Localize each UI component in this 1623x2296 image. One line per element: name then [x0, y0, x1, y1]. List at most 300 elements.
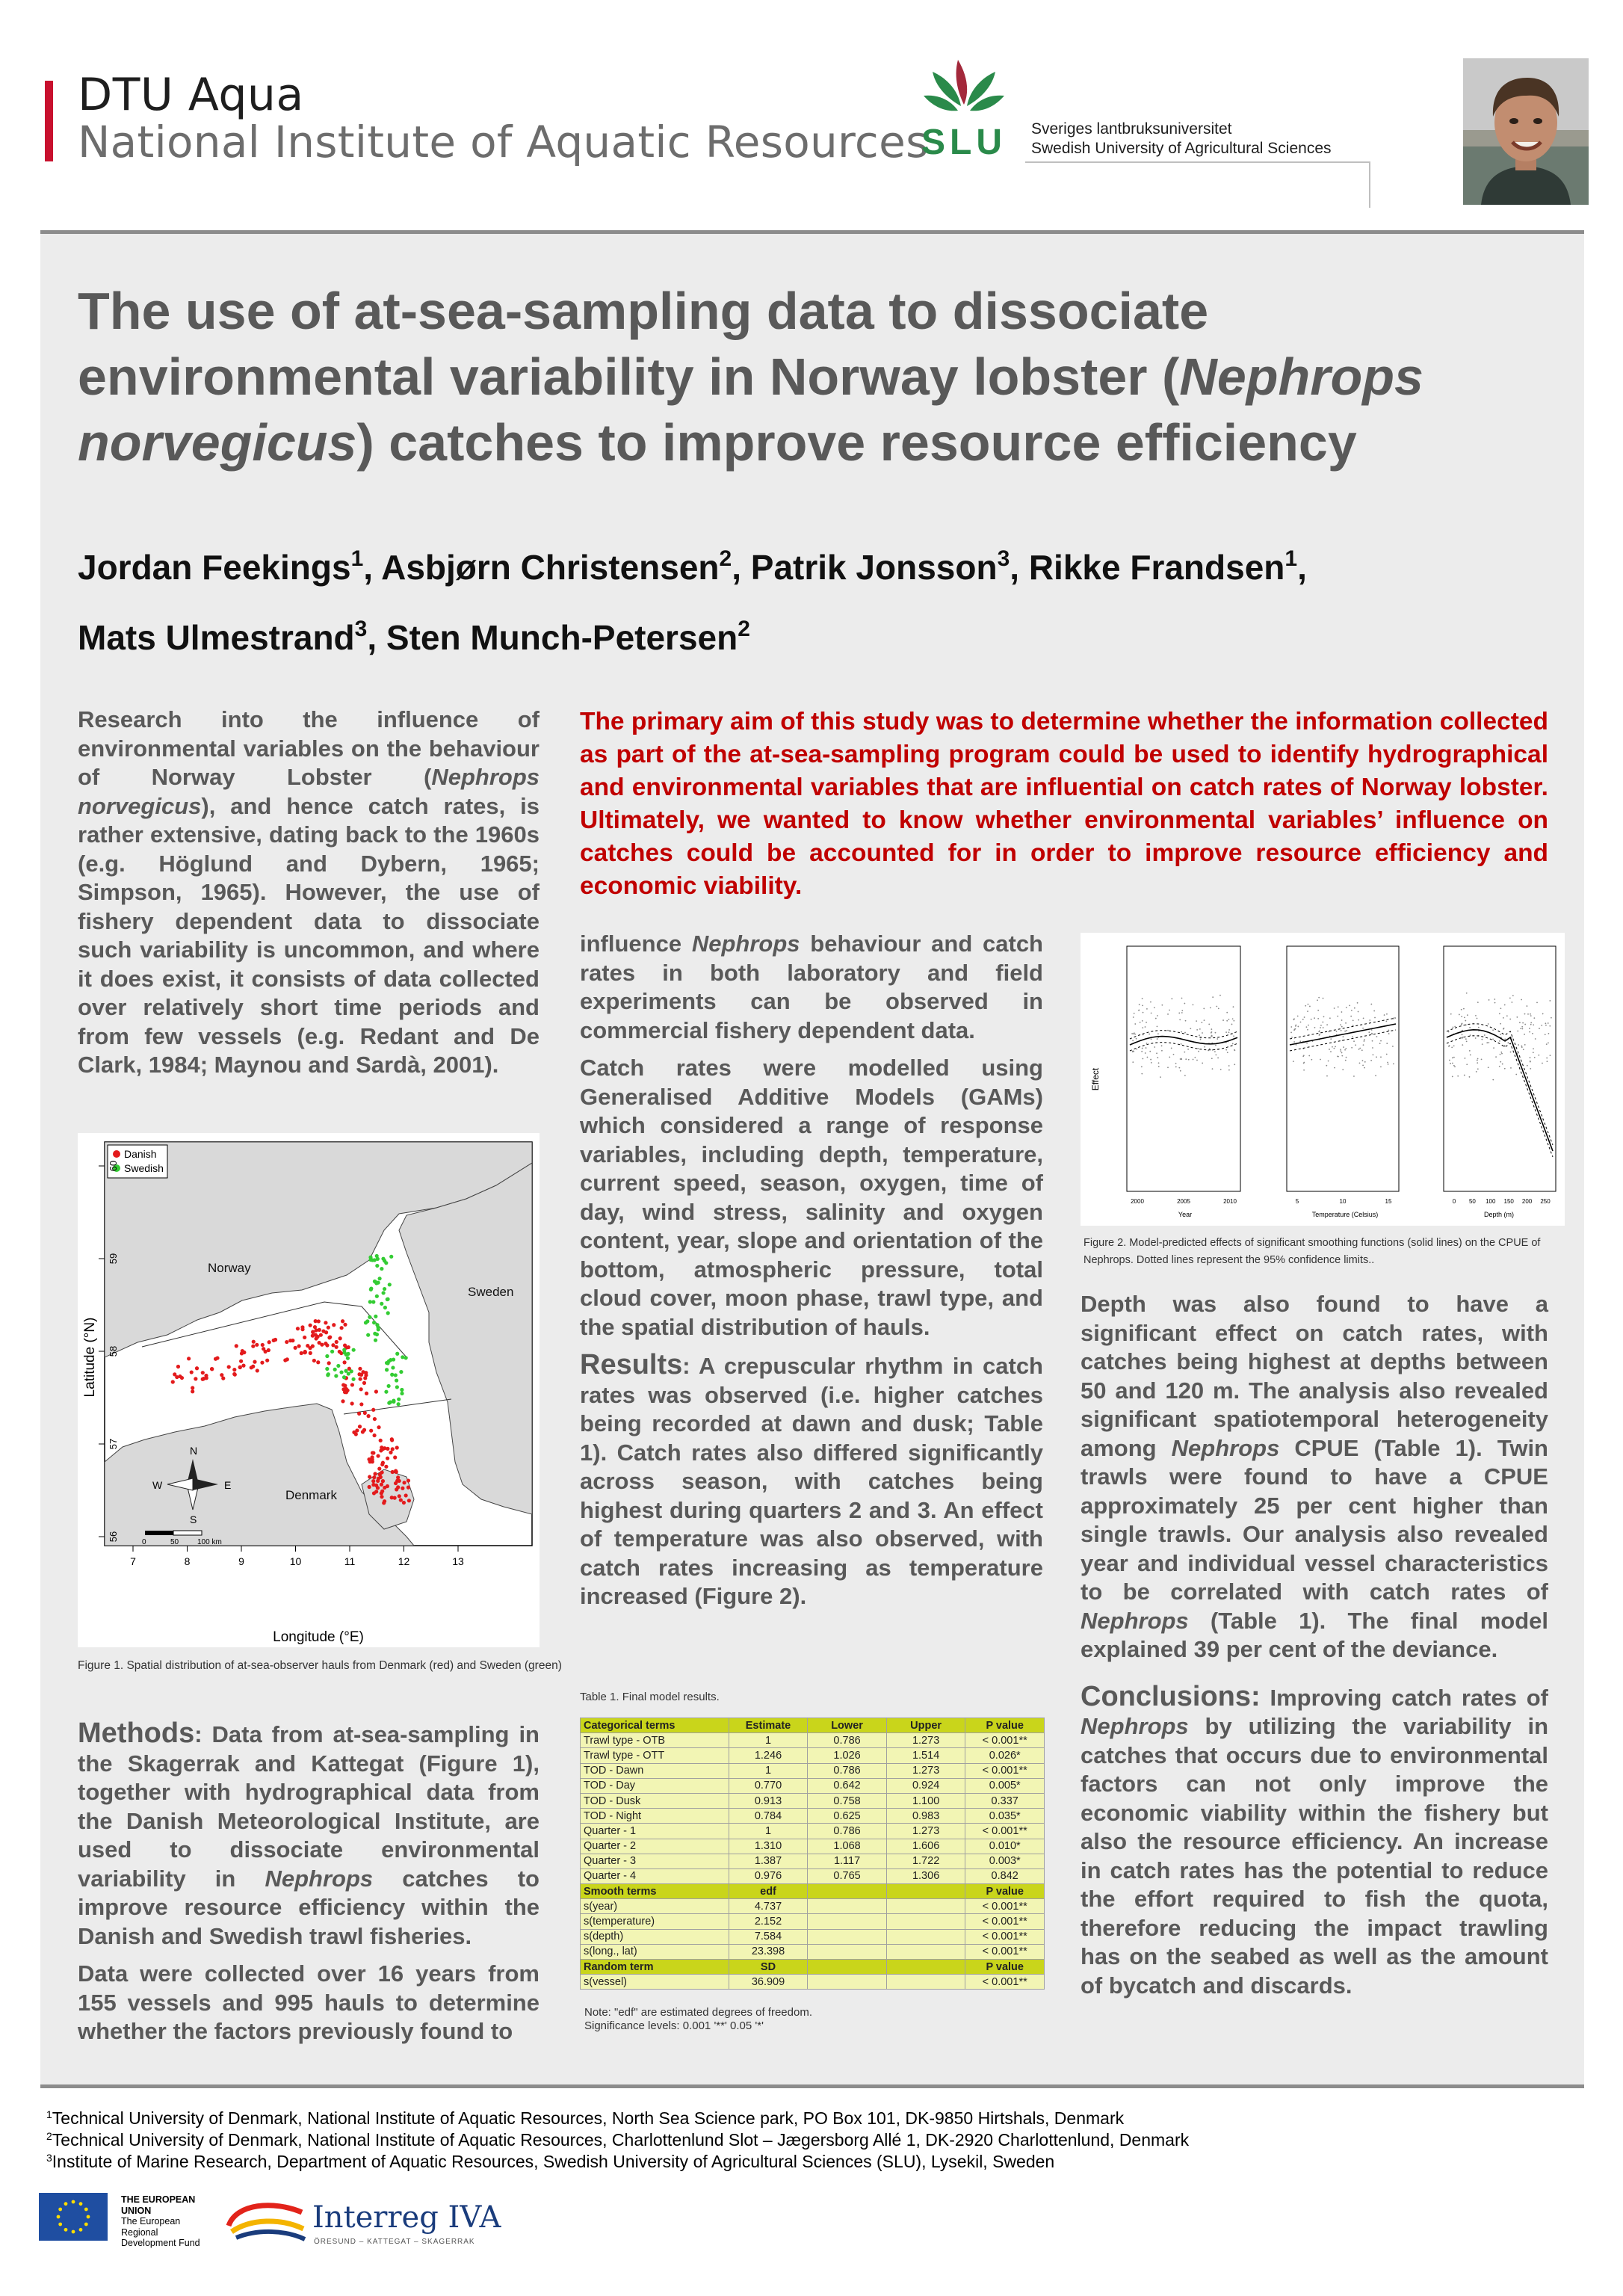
haul-point: [377, 1467, 381, 1471]
table-cell: TOD - Day: [581, 1778, 729, 1793]
residual-point: [1297, 1016, 1299, 1017]
residual-point: [1217, 1038, 1218, 1040]
panel-xlabel-year: Year: [1178, 1211, 1193, 1218]
residual-point: [1388, 1064, 1389, 1065]
haul-point: [324, 1321, 327, 1324]
residual-point: [1500, 1034, 1501, 1035]
haul-point: [285, 1340, 288, 1344]
residual-point: [1181, 1010, 1183, 1011]
residual-point: [1500, 1007, 1502, 1009]
table-cell: 36.909: [729, 1975, 808, 1990]
y-axis-label: Latitude (°N): [82, 1317, 98, 1398]
residual-point: [1481, 1039, 1483, 1040]
residual-point: [1380, 1056, 1382, 1058]
residual-point: [1323, 1016, 1325, 1017]
residual-point: [1293, 1041, 1295, 1043]
affiliation-line: $^3$Institute of Marine Research, Department of Aquatic Resources, Swedish University of Agricultural Sciences (SLU), Lysekil, Sweden: [46, 2152, 1055, 2171]
residual-point: [1180, 1070, 1181, 1072]
residual-point: [1290, 1032, 1292, 1034]
haul-point: [350, 1401, 354, 1405]
residual-point: [1234, 1064, 1235, 1065]
residual-point: [1184, 1032, 1186, 1034]
dtu-accent-bar: [45, 81, 53, 161]
paragraph: Catch rates were modelled using Generalised Additive Models (GAMs) which considered a range of response variables, including depth, temperature, current speed, season, oxygen, time of day, wind stress, salinity and oxygen content, year, slope and orientation of the bottom, atmospheric pressure, total cloud cover, moon phase, trawl type, and the spatial distribution of hauls.: [580, 1055, 1043, 1340]
residual-point: [1346, 1007, 1347, 1008]
table-cell: Trawl type - OTB: [581, 1733, 729, 1748]
residual-point: [1532, 1033, 1533, 1034]
residual-point: [1493, 1047, 1494, 1049]
haul-point: [346, 1357, 350, 1360]
residual-point: [1371, 1033, 1373, 1034]
residual-point: [1358, 1019, 1359, 1021]
residual-point: [1379, 1043, 1381, 1044]
x-tick-label: 13: [452, 1555, 464, 1567]
residual-point: [1475, 1015, 1477, 1016]
residual-point: [1329, 1049, 1330, 1050]
residual-point: [1307, 1010, 1308, 1012]
residual-point: [1521, 1046, 1523, 1048]
haul-point: [380, 1470, 384, 1474]
table-row: [581, 1868, 1045, 1883]
residual-point: [1470, 1055, 1471, 1056]
residual-point: [1521, 1046, 1522, 1047]
svg-text:100 km: 100 km: [197, 1538, 222, 1546]
residual-point: [1509, 1019, 1511, 1020]
haul-point: [374, 1389, 378, 1393]
residual-point: [1233, 1006, 1234, 1007]
haul-point: [309, 1324, 312, 1327]
table-cell: 0.765: [808, 1868, 887, 1883]
table-cell: [886, 1899, 965, 1914]
residual-point: [1467, 1014, 1468, 1016]
haul-point: [395, 1352, 399, 1356]
residual-point: [1187, 1049, 1189, 1050]
panel-tick-label: 150: [1503, 1198, 1514, 1205]
residual-point: [1211, 1028, 1212, 1030]
haul-point: [195, 1366, 199, 1370]
haul-point: [215, 1356, 219, 1360]
haul-point: [389, 1255, 393, 1259]
table-cell: 1.026: [808, 1748, 887, 1763]
eu-star: [84, 2208, 88, 2212]
residual-point: [1387, 1062, 1388, 1064]
residual-point: [1296, 1044, 1297, 1046]
figure-1-map: [78, 1133, 540, 1647]
haul-point: [396, 1485, 400, 1489]
haul-point: [401, 1355, 404, 1359]
residual-point: [1146, 1008, 1148, 1010]
residual-point: [1317, 1018, 1319, 1019]
residual-point: [1533, 1024, 1534, 1025]
svg-text:50: 50: [170, 1538, 179, 1546]
residual-point: [1225, 1049, 1227, 1051]
residual-point: [1157, 1057, 1158, 1058]
residual-point: [1216, 1006, 1217, 1007]
table-cell: Quarter - 2: [581, 1839, 729, 1854]
residual-point: [1341, 1055, 1343, 1057]
residual-point: [1196, 1020, 1197, 1022]
residual-point: [1136, 1038, 1137, 1040]
haul-point: [239, 1360, 243, 1363]
residual-point: [1133, 1051, 1134, 1052]
haul-point: [221, 1377, 225, 1380]
haul-point: [325, 1354, 329, 1358]
residual-point: [1459, 1014, 1460, 1016]
haul-point: [402, 1501, 406, 1505]
residual-point: [1158, 1062, 1160, 1064]
residual-point: [1299, 1040, 1301, 1042]
haul-point: [300, 1351, 303, 1355]
table-cell: P value: [965, 1960, 1045, 1975]
residual-point: [1139, 1004, 1140, 1005]
table-row: [581, 1733, 1045, 1748]
residual-point: [1167, 1030, 1169, 1031]
residual-point: [1341, 1011, 1343, 1013]
haul-point: [389, 1451, 392, 1454]
haul-point: [314, 1336, 318, 1340]
residual-point: [1521, 999, 1522, 1001]
residual-point: [1516, 1016, 1518, 1018]
residual-point: [1466, 993, 1468, 994]
residual-point: [1453, 1065, 1455, 1067]
haul-point: [357, 1412, 361, 1416]
haul-point: [380, 1495, 383, 1499]
table-cell: 0.924: [886, 1778, 965, 1793]
residual-point: [1142, 1027, 1143, 1028]
residual-point: [1227, 1052, 1228, 1053]
haul-point: [401, 1487, 404, 1490]
table-cell: P value: [965, 1718, 1045, 1733]
haul-point: [391, 1470, 395, 1474]
residual-point: [1359, 1062, 1361, 1064]
residual-point: [1193, 1004, 1194, 1005]
table-cell: 1: [729, 1763, 808, 1778]
haul-point: [171, 1380, 175, 1383]
table-cell: 1.310: [729, 1839, 808, 1854]
residual-point: [1330, 1038, 1332, 1040]
residual-point: [1228, 1031, 1230, 1033]
residual-point: [1359, 1048, 1361, 1049]
table-row: [581, 1763, 1045, 1778]
residual-point: [1142, 1048, 1143, 1049]
residual-point: [1530, 1022, 1532, 1024]
svg-text:E: E: [224, 1479, 232, 1491]
table-cell: [886, 1929, 965, 1944]
residual-point: [1134, 1034, 1136, 1035]
residual-point: [1529, 1031, 1530, 1033]
residual-point: [1181, 1031, 1182, 1033]
author-name: Rikke Frandsen: [1028, 548, 1285, 587]
panel-tick-label: 2005: [1177, 1198, 1190, 1205]
eu-star: [79, 2228, 83, 2232]
effect-panel: [1127, 946, 1240, 1205]
table-cell: 1.068: [808, 1839, 887, 1854]
residual-point: [1462, 1022, 1463, 1024]
figure-2-caption: Figure 2. Model-predicted effects of significant smoothing functions (solid lines) on the CPUE of Nephrops. Dotted lines represent the 95% confidence limits..: [1083, 1237, 1541, 1266]
residual-point: [1329, 1017, 1331, 1019]
residual-point: [1524, 1024, 1526, 1025]
residual-point: [1154, 1046, 1155, 1048]
residual-point: [1211, 1035, 1213, 1037]
slu-divider-vertical: [1369, 161, 1370, 208]
residual-point: [1320, 1025, 1322, 1026]
table-1-caption: Table 1. Final model results.: [580, 1691, 720, 1703]
residual-point: [1215, 1045, 1217, 1046]
haul-point: [406, 1478, 410, 1482]
table-cell: 0.913: [729, 1793, 808, 1808]
residual-point: [1167, 1013, 1169, 1015]
residual-point: [1338, 1056, 1339, 1058]
haul-point: [358, 1367, 362, 1371]
residual-point: [1201, 1022, 1202, 1023]
haul-point: [309, 1351, 312, 1355]
residual-point: [1470, 1034, 1471, 1036]
residual-point: [1510, 1067, 1512, 1069]
residual-point: [1527, 1005, 1528, 1007]
residual-point: [1171, 1048, 1172, 1049]
residual-point: [1204, 1019, 1205, 1021]
haul-point: [328, 1335, 332, 1339]
residual-point: [1533, 1017, 1535, 1019]
residual-point: [1211, 1058, 1213, 1059]
haul-point: [380, 1483, 383, 1487]
table-cell: < 0.001**: [965, 1763, 1045, 1778]
residual-point: [1469, 1076, 1471, 1078]
residual-point: [1481, 1058, 1483, 1060]
residual-point: [1202, 1032, 1203, 1034]
residual-point: [1219, 995, 1221, 996]
residual-point: [1225, 1031, 1227, 1033]
table-row: [581, 1975, 1045, 1990]
residual-point: [1323, 1027, 1324, 1028]
haul-point: [376, 1486, 380, 1490]
residual-point: [1358, 1049, 1360, 1050]
residual-point: [1228, 1029, 1230, 1031]
haul-point: [395, 1385, 399, 1389]
haul-point: [253, 1360, 256, 1364]
residual-point: [1326, 1076, 1328, 1077]
haul-point: [393, 1496, 397, 1500]
residual-point: [1308, 1055, 1310, 1057]
residual-point: [1151, 1038, 1152, 1040]
residual-point: [1319, 1031, 1320, 1032]
residual-point: [1336, 1031, 1338, 1032]
residual-point: [1500, 1023, 1501, 1025]
haul-point: [359, 1402, 363, 1406]
residual-point: [1293, 1018, 1295, 1019]
residual-point: [1306, 1026, 1308, 1028]
residual-point: [1503, 1028, 1505, 1029]
dtu-logo-name: DTU Aqua: [78, 69, 304, 121]
residual-point: [1318, 997, 1320, 999]
table-1: [580, 1718, 1045, 1990]
residual-point: [1450, 1013, 1452, 1015]
table-cell: [808, 1884, 887, 1899]
table-cell: 0.786: [808, 1824, 887, 1839]
residual-point: [1524, 1013, 1526, 1015]
residual-point: [1341, 1019, 1343, 1021]
residual-point: [1341, 1052, 1343, 1054]
residual-point: [1353, 1076, 1355, 1077]
haul-point: [333, 1368, 337, 1371]
residual-point: [1500, 1061, 1501, 1063]
table-cell: SD: [729, 1960, 808, 1975]
panel-tick-label: 5: [1295, 1198, 1299, 1205]
residual-point: [1141, 1066, 1143, 1067]
haul-point: [364, 1371, 368, 1374]
haul-point: [241, 1364, 245, 1368]
y-tick-label: 60: [108, 1160, 119, 1172]
panel-tick-label: 2010: [1223, 1198, 1237, 1205]
table-cell: [808, 1975, 887, 1990]
residual-point: [1477, 1058, 1479, 1060]
table-1-note: Note: "edf" are estimated degrees of freedom. Significance levels: 0.001 '**' 0.05 '*': [584, 2006, 812, 2032]
slu-divider: [1025, 161, 1370, 163]
residual-point: [1549, 1025, 1551, 1027]
residual-point: [1142, 1004, 1143, 1006]
x-tick-label: 11: [344, 1555, 356, 1567]
residual-point: [1550, 1055, 1551, 1056]
table-cell: [808, 1960, 887, 1975]
residual-point: [1477, 1018, 1478, 1019]
table-cell: Random term: [581, 1960, 729, 1975]
haul-point: [370, 1457, 374, 1461]
residual-point: [1180, 1058, 1181, 1060]
residual-point: [1509, 997, 1511, 999]
residual-point: [1546, 1043, 1548, 1045]
residual-point: [1154, 1007, 1155, 1008]
residual-point: [1215, 1054, 1217, 1055]
residual-point: [1142, 998, 1143, 999]
paragraph: Data were collected over 16 years from 155 vessels and 995 hauls to determine whether the factors previously found to: [78, 1960, 540, 2044]
conclusions-section: Conclusions: Improving catch rates of Nephrops by utilizing the variability in catches that occurs due to environmental factors can not only improve the economic viability within the fishery but also the resource efficiency. An increase in catch rates has the potential to reduce the effort required to fish the quota, therefore reducing the impact trawling has on the seabed as well as the amount of bycatch and discards.: [1081, 1680, 1548, 1999]
table-cell: 0.337: [965, 1793, 1045, 1808]
residual-point: [1464, 1075, 1465, 1076]
haul-point: [392, 1357, 395, 1361]
effect-panel: [1287, 946, 1399, 1205]
haul-point: [368, 1315, 371, 1319]
svg-text:S: S: [190, 1513, 197, 1525]
haul-point: [344, 1353, 348, 1357]
residual-point: [1499, 1066, 1500, 1067]
table-header-row: [581, 1884, 1045, 1899]
residual-point: [1530, 1068, 1531, 1070]
haul-point: [176, 1365, 180, 1368]
residual-point: [1499, 1013, 1500, 1014]
panel-xlabel-temperature: Temperature (Celsius): [1311, 1211, 1379, 1218]
table-cell: 0.786: [808, 1763, 887, 1778]
residual-point: [1196, 1029, 1198, 1031]
haul-point: [395, 1470, 398, 1474]
haul-point: [368, 1300, 372, 1303]
residual-point: [1311, 1059, 1312, 1061]
residual-point: [1492, 1038, 1494, 1040]
residual-point: [1218, 1007, 1219, 1009]
residual-point: [1231, 1024, 1233, 1025]
eu-star: [87, 2215, 90, 2219]
haul-point: [394, 1373, 398, 1377]
haul-point: [388, 1283, 392, 1286]
table-cell: 1.273: [886, 1824, 965, 1839]
table-cell: Estimate: [729, 1718, 808, 1733]
residual-point: [1478, 1027, 1480, 1028]
author-photo: [1463, 58, 1589, 205]
residual-point: [1499, 1040, 1500, 1042]
haul-point: [332, 1323, 336, 1327]
haul-point: [373, 1417, 377, 1421]
haul-point: [371, 1300, 375, 1303]
haul-point: [371, 1408, 375, 1412]
haul-point: [384, 1465, 388, 1469]
haul-point: [191, 1386, 194, 1389]
residual-point: [1150, 1002, 1151, 1003]
residual-point: [1132, 1061, 1134, 1063]
residual-point: [1161, 1050, 1163, 1052]
residual-point: [1358, 1011, 1359, 1013]
haul-point: [260, 1361, 264, 1365]
residual-point: [1215, 1032, 1217, 1034]
residual-point: [1551, 1017, 1552, 1019]
residual-point: [1527, 1013, 1529, 1015]
author-name: Jordan Feekings: [78, 548, 351, 587]
haul-point: [341, 1319, 344, 1323]
haul-point: [386, 1297, 389, 1301]
residual-point: [1145, 1026, 1146, 1028]
table-cell: Lower: [808, 1718, 887, 1733]
y-tick-label: 58: [108, 1345, 119, 1357]
residual-point: [1452, 1057, 1453, 1058]
legend-swedish: Swedish: [124, 1162, 164, 1174]
residual-point: [1330, 1051, 1332, 1052]
residual-point: [1453, 1057, 1455, 1058]
residual-point: [1320, 1027, 1321, 1028]
residual-point: [1309, 1006, 1311, 1007]
haul-point: [232, 1368, 236, 1371]
residual-point: [1351, 1010, 1352, 1011]
residual-point: [1212, 1068, 1214, 1070]
x-tick-label: 7: [130, 1555, 136, 1567]
haul-point: [358, 1425, 362, 1428]
residual-point: [1134, 1023, 1136, 1025]
residual-point: [1181, 1012, 1183, 1013]
haul-point: [297, 1344, 301, 1348]
haul-point: [272, 1339, 276, 1342]
residual-point: [1466, 1064, 1468, 1065]
table-cell: 0.010*: [965, 1839, 1045, 1854]
table-row: [581, 1809, 1045, 1824]
residual-point: [1204, 1046, 1205, 1048]
residual-point: [1448, 1031, 1450, 1033]
table-cell: 1: [729, 1824, 808, 1839]
residual-point: [1294, 1028, 1296, 1030]
residual-point: [1504, 1068, 1506, 1070]
table-cell: Upper: [886, 1718, 965, 1733]
residual-point: [1193, 1059, 1194, 1061]
haul-point: [312, 1359, 316, 1363]
residual-point: [1184, 1003, 1185, 1004]
haul-point: [386, 1311, 390, 1315]
affiliation-line: $^2$Technical University of Denmark, National Institute of Aquatic Resources, Charlottenlund Slot – Jægersborg Allé 1, DK-2920 Charlottenlund, Denmark: [46, 2130, 1190, 2150]
residual-point: [1222, 1019, 1224, 1021]
residual-point: [1465, 1038, 1467, 1040]
haul-point: [324, 1330, 328, 1334]
haul-point: [380, 1463, 384, 1466]
residual-point: [1146, 1043, 1148, 1044]
haul-point: [398, 1494, 401, 1498]
haul-point: [375, 1333, 379, 1336]
haul-point: [372, 1434, 376, 1437]
residual-point: [1363, 1044, 1364, 1046]
